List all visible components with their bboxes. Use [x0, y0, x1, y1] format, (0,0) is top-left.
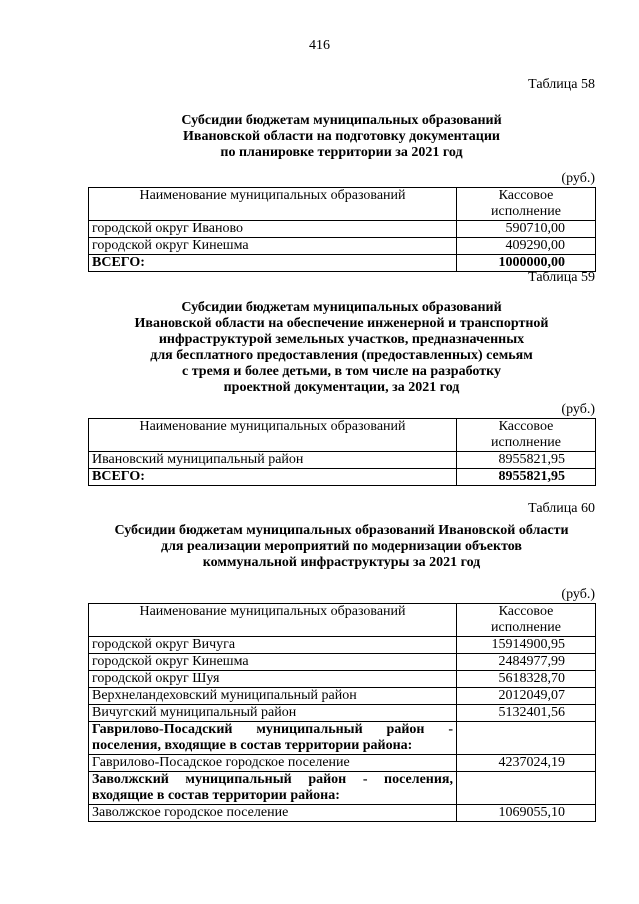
title-line: инфраструктурой земельных участков, предназначенных — [158, 332, 525, 347]
table-row — [89, 688, 596, 705]
row-name: Вичугский муниципальный район — [89, 705, 457, 722]
table-title — [88, 113, 595, 161]
row-name: Гаврилово-Посадское городское поселение — [89, 755, 457, 772]
header-row — [89, 604, 596, 637]
table-row — [89, 805, 596, 822]
total-row — [89, 469, 596, 486]
header-row — [89, 188, 596, 221]
data-table — [88, 603, 596, 822]
row-value — [457, 772, 596, 805]
total-label: ВСЕГО: — [89, 469, 457, 486]
table-60-section — [88, 501, 595, 822]
table-59-section — [88, 270, 595, 486]
row-name: Заволжское городское поселение — [89, 805, 457, 822]
table-row — [89, 755, 596, 772]
title-line: Субсидии бюджетам муниципальных образований — [181, 113, 502, 128]
row-value: 2484977,99 — [457, 654, 596, 671]
row-value: 1069055,10 — [457, 805, 596, 822]
row-value: 590710,00 — [457, 221, 596, 238]
title-line: Субсидии бюджетам муниципальных образований — [181, 300, 502, 315]
table-number: Таблица 60 — [528, 501, 595, 516]
table-row — [89, 452, 596, 469]
group-name: Заволжский муниципальный район - поселения, входящие в состав территории района: — [89, 772, 457, 805]
header-value: Кассовое исполнение — [457, 604, 596, 637]
data-table — [88, 418, 596, 486]
table-row — [89, 671, 596, 688]
title-line: по планировке территории за 2021 год — [220, 145, 463, 160]
header-value: Кассовое исполнение — [457, 188, 596, 221]
title-line: с тремя и более детьми, в том числе на разработку — [182, 364, 501, 379]
total-row — [89, 255, 596, 272]
row-value: 2012049,07 — [457, 688, 596, 705]
header-name: Наименование муниципальных образований — [89, 188, 457, 221]
table-title — [88, 523, 595, 571]
group-header-row — [89, 722, 596, 755]
row-name: городской округ Кинешма — [89, 238, 457, 255]
title-line: для бесплатного предоставления (предоставленных) семьям — [150, 348, 533, 363]
row-value: 409290,00 — [457, 238, 596, 255]
unit-label: (руб.) — [561, 171, 595, 186]
row-name: городской округ Шуя — [89, 671, 457, 688]
total-value: 1000000,00 — [457, 255, 596, 272]
table-title — [88, 300, 595, 396]
row-value — [457, 722, 596, 755]
title-line: коммунальной инфраструктуры за 2021 год — [202, 555, 481, 570]
title-line: для реализации мероприятий по модернизации объектов — [161, 539, 522, 554]
table-row — [89, 637, 596, 654]
table-58-section — [88, 77, 595, 272]
title-line: проектной документации, за 2021 год — [223, 380, 460, 395]
title-line: Ивановской области на подготовку документации — [183, 129, 500, 144]
header-name: Наименование муниципальных образований — [89, 604, 457, 637]
header-name: Наименование муниципальных образований — [89, 419, 457, 452]
total-label: ВСЕГО: — [89, 255, 457, 272]
unit-label: (руб.) — [561, 587, 595, 602]
row-value: 8955821,95 — [457, 452, 596, 469]
row-name: Ивановский муниципальный район — [89, 452, 457, 469]
header-row — [89, 419, 596, 452]
row-value: 15914900,95 — [457, 637, 596, 654]
row-value: 4237024,19 — [457, 755, 596, 772]
group-header-row — [89, 772, 596, 805]
row-name: городской округ Вичуга — [89, 637, 457, 654]
page-number: 416 — [309, 38, 330, 53]
row-name: городской округ Иваново — [89, 221, 457, 238]
table-row — [89, 654, 596, 671]
table-row — [89, 221, 596, 238]
table-number: Таблица 58 — [528, 77, 595, 92]
row-name: Верхнеландеховский муниципальный район — [89, 688, 457, 705]
table-row — [89, 238, 596, 255]
title-line: Ивановской области на обеспечение инженерной и транспортной — [134, 316, 549, 331]
data-table — [88, 187, 596, 272]
header-value: Кассовое исполнение — [457, 419, 596, 452]
unit-label: (руб.) — [561, 402, 595, 417]
table-number: Таблица 59 — [528, 270, 595, 285]
row-name: городской округ Кинешма — [89, 654, 457, 671]
title-line: Субсидии бюджетам муниципальных образований Ивановской области — [114, 523, 569, 538]
table-row — [89, 705, 596, 722]
row-value: 5132401,56 — [457, 705, 596, 722]
row-value: 5618328,70 — [457, 671, 596, 688]
group-name: Гаврилово-Посадский муниципальный район - поселения, входящие в состав территории района: — [89, 722, 457, 755]
total-value: 8955821,95 — [457, 469, 596, 486]
